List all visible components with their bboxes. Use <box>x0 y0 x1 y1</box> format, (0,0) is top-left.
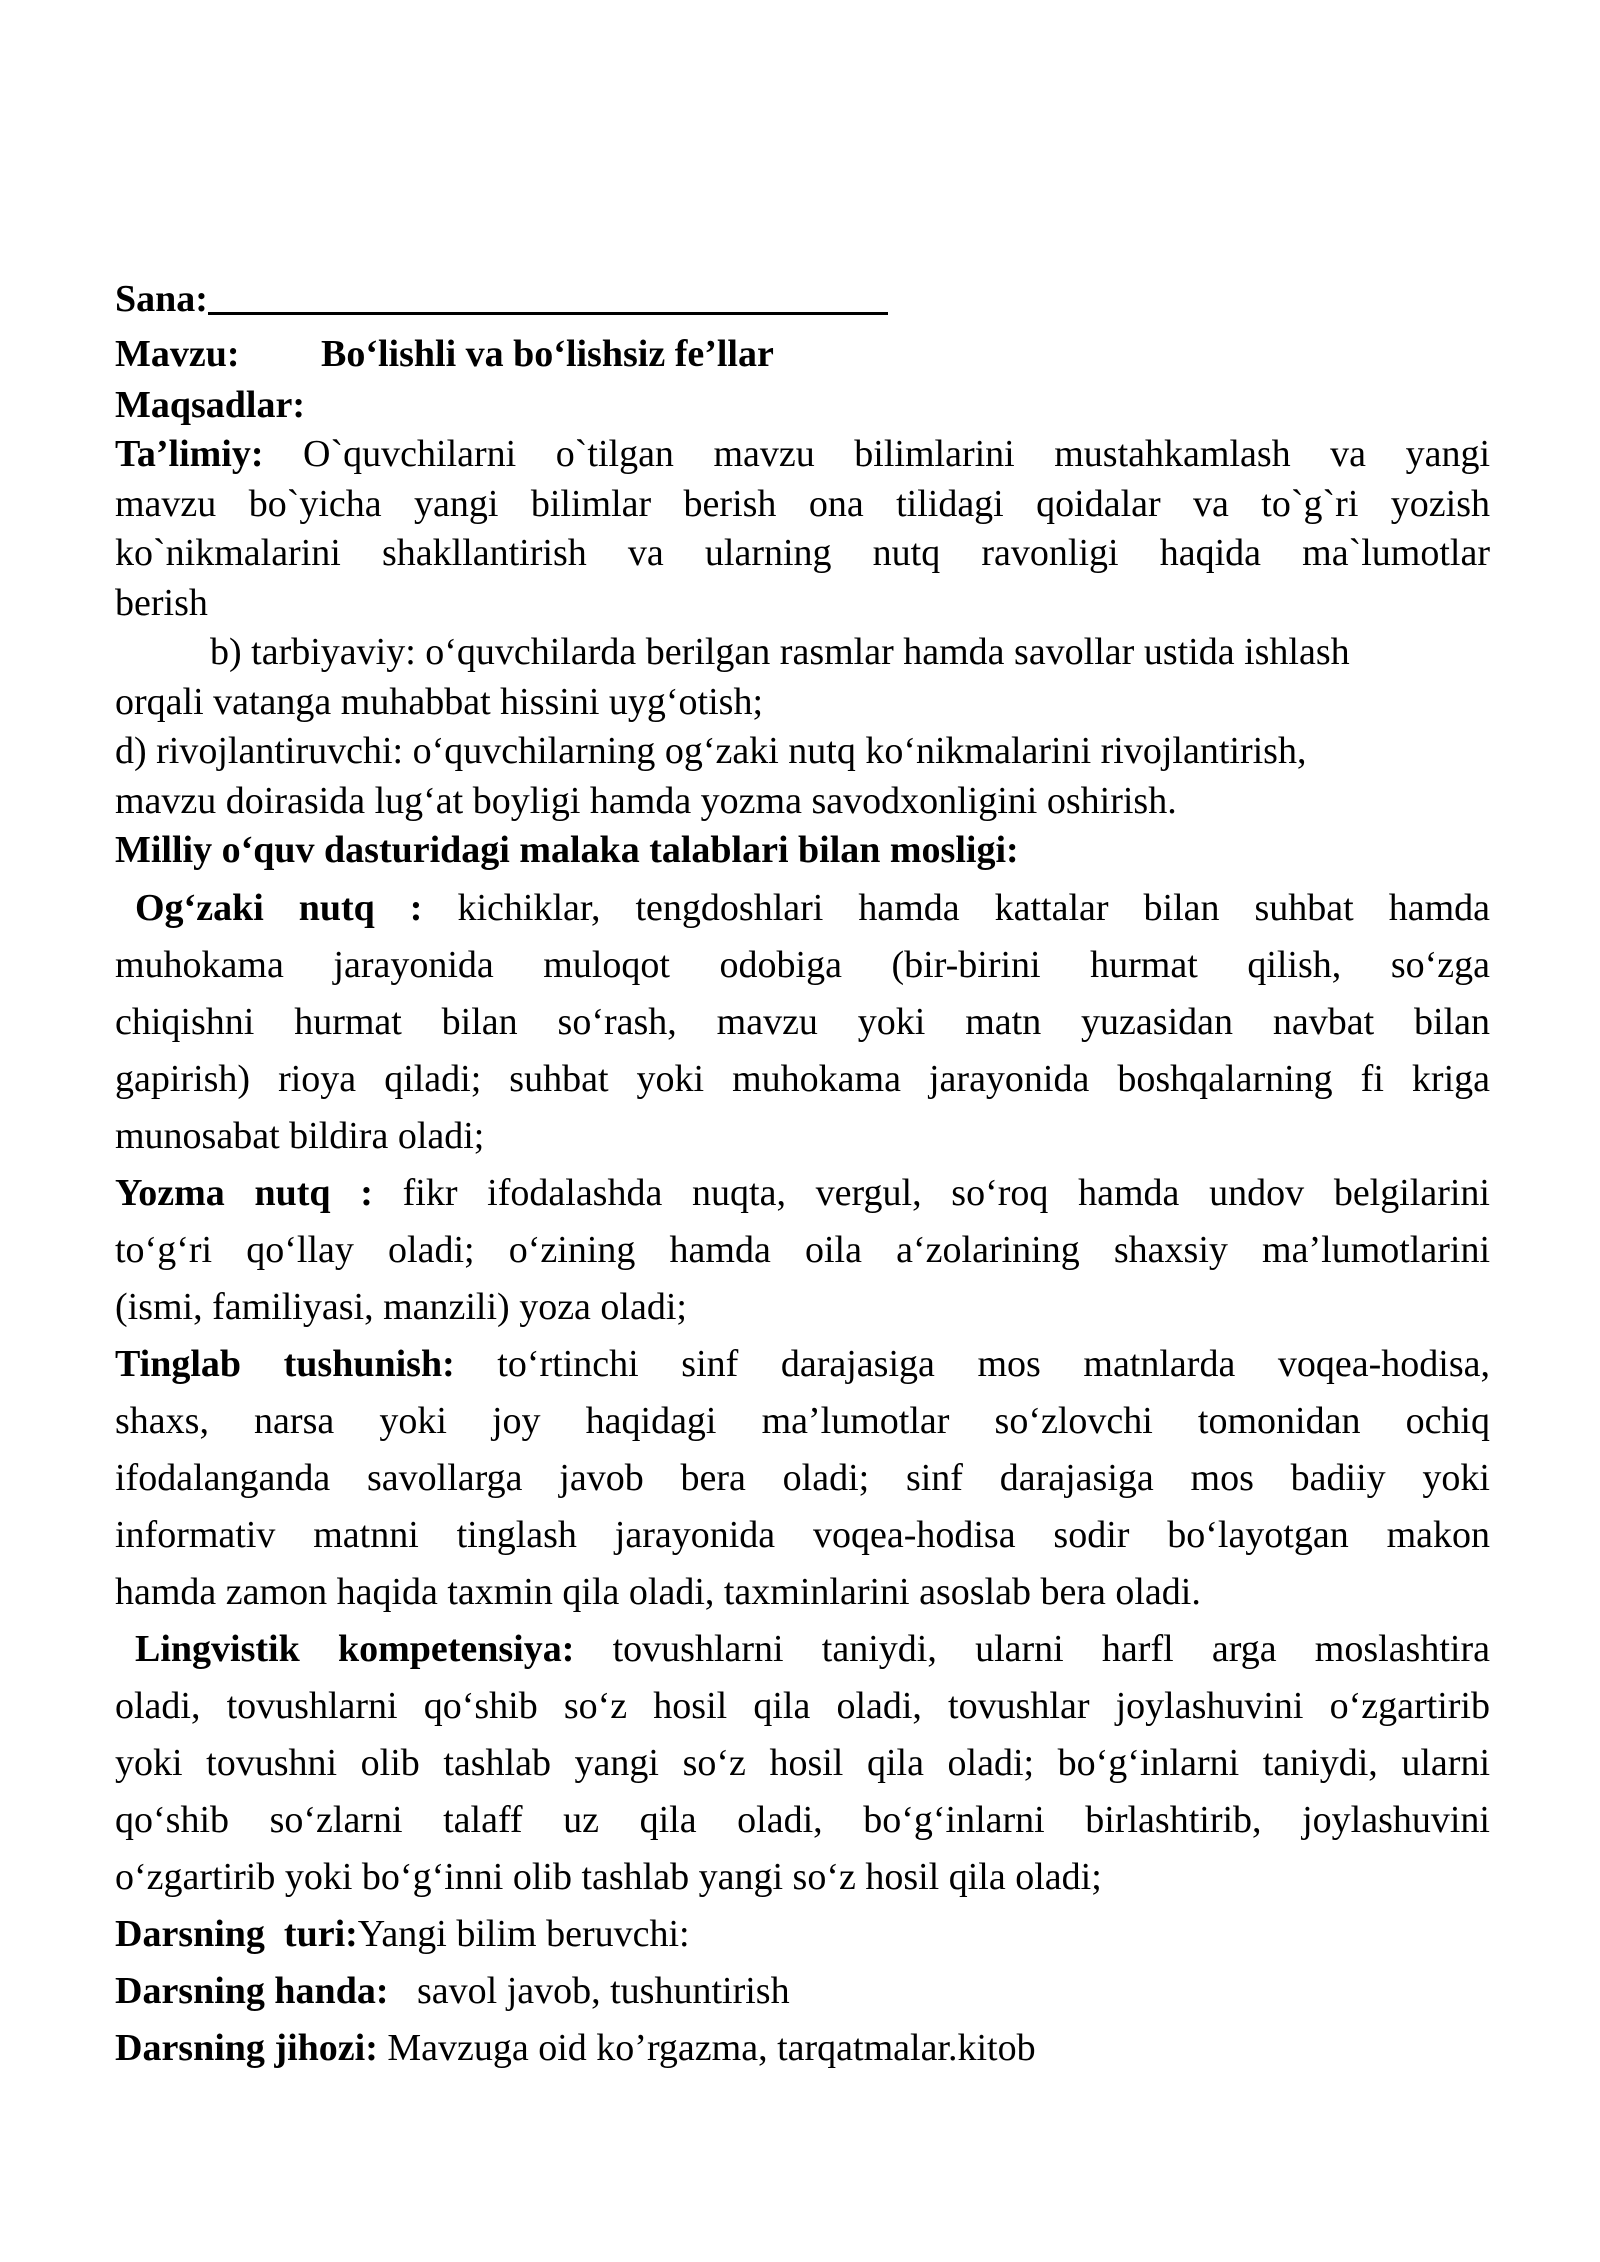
lingvistik-line-4: qo‘shib so‘zlarni talaff uz qila oladi, bo‘g‘inlarni birlashtirib, joylashuvini <box>115 1798 1490 1841</box>
tinglab-line-4: informativ matnni tinglash jarayonida voqea-hodisa sodir bo‘layotgan makon <box>115 1513 1490 1556</box>
darsning-jihozi-row <box>115 2020 1490 2077</box>
darsning-turi-label: Darsning turi: <box>115 1912 358 1955</box>
ogzaki-line-4: gapirish) rioya qiladi; suhbat yoki muhokama jarayonida boshqalarning fi kriga <box>115 1057 1490 1100</box>
yozma-line-1: Yozma nutq : fikr ifodalashda nuqta, vergul, so‘roq hamda undov belgilarini <box>115 1171 1490 1214</box>
lingvistik-label: Lingvistik kompetensiya: <box>135 1627 575 1670</box>
ogzaki-line-1: Og‘zaki nutq : kichiklar, tengdoshlari hamda kattalar bilan suhbat hamda <box>135 886 1490 929</box>
lingvistik-line-3: yoki tovushni olib tashlab yangi so‘z hosil qila oladi; bo‘g‘inlarni taniydi, ularni <box>115 1741 1490 1784</box>
yozma-section <box>115 1165 1490 1336</box>
rivojlantiruvchi-line-1: d) rivojlantiruvchi: o‘quvchilarning og‘zaki nutq ko‘nikmalarini rivojlantirish, <box>115 730 1307 772</box>
tinglab-line-3: ifodalanganda savollarga javob bera oladi; sinf darajasiga mos badiiy yoki <box>115 1456 1490 1499</box>
talimiy-line-3: ko`nikmalarini shakllantirish va ularning nutq ravonligi haqida ma`lumotlar <box>115 532 1490 574</box>
maqsadlar-heading: Maqsadlar: <box>115 384 305 426</box>
sana-label: Sana: <box>115 278 208 320</box>
mavzu-label: Mavzu: <box>115 333 240 375</box>
tinglab-line-2: shaxs, narsa yoki joy haqidagi ma’lumotlar so‘zlovchi tomonidan ochiq <box>115 1399 1490 1442</box>
tarbiyaviy-section <box>115 628 1490 727</box>
ogzaki-line-2: muhokama jarayonida muloqot odobiga (bir-birini hurmat qilish, so‘zga <box>115 943 1490 986</box>
ogzaki-line-3: chiqishni hurmat bilan so‘rash, mavzu yoki matn yuzasidan navbat bilan <box>115 1000 1490 1043</box>
talimiy-line-2: mavzu bo`yicha yangi bilimlar berish ona tilidagi qoidalar va to`g`ri yozish <box>115 482 1490 525</box>
sana-row <box>115 270 1490 328</box>
lingvistik-line-5: o‘zgartirib yoki bo‘g‘inni olib tashlab yangi so‘z hosil qila oladi; <box>115 1855 1102 1898</box>
darsning-turi-row <box>115 1906 1490 1963</box>
mavzu-row <box>115 328 1490 380</box>
tarbiyaviy-line-1: b) tarbiyaviy: o‘quvchilarda berilgan rasmlar hamda savollar ustida ishlash <box>210 631 1350 673</box>
darsning-section <box>115 1906 1490 2077</box>
sana-blank-line <box>208 272 888 315</box>
yozma-line-2: to‘g‘ri qo‘llay oladi; o‘zining hamda oila a‘zolarining shaxsiy ma’lumotlarini <box>115 1228 1490 1271</box>
yozma-label: Yozma nutq : <box>115 1171 373 1214</box>
milliy-heading: Milliy o‘quv dasturidagi malaka talablari bilan mosligi: <box>115 829 1019 871</box>
darsning-handa-value: savol javob, tushuntirish <box>388 1969 790 2012</box>
tinglab-line-5: hamda zamon haqida taxmin qila oladi, taxminlarini asoslab bera oladi. <box>115 1570 1201 1613</box>
mavzu-value: Bo‘lishli va bo‘lishsiz fe’llar <box>321 333 774 375</box>
lingvistik-line-1: Lingvistik kompetensiya: tovushlarni taniydi, ularni harfl arga moslashtira <box>135 1627 1490 1670</box>
darsning-handa-row <box>115 1963 1490 2020</box>
ogzaki-line-5: munosabat bildira oladi; <box>115 1114 485 1157</box>
tinglab-line-1: Tinglab tushunish: to‘rtinchi sinf darajasiga mos matnlarda voqea-hodisa, <box>115 1342 1490 1385</box>
talimiy-line-1: Ta’limiy: O`quvchilarni o`tilgan mavzu bilimlarini mustahkamlash va yangi <box>115 433 1491 475</box>
lingvistik-section <box>115 1621 1490 1906</box>
lingvistik-line-2: oladi, tovushlarni qo‘shib so‘z hosil qila oladi, tovushlar joylashuvini o‘zgartirib <box>115 1684 1490 1727</box>
darsning-jihozi-label: Darsning jihozi: <box>115 2026 378 2069</box>
yozma-line-3: (ismi, familiyasi, manzili) yoza oladi; <box>115 1285 687 1328</box>
talimiy-section <box>115 430 1490 628</box>
talimiy-label: Ta’limiy: <box>115 433 264 475</box>
tinglab-label: Tinglab tushunish: <box>115 1342 455 1385</box>
tarbiyaviy-line-2: orqali vatanga muhabbat hissini uyg‘otish; <box>115 680 764 723</box>
darsning-handa-label: Darsning handa: <box>115 1969 389 2012</box>
rivojlantiruvchi-section <box>115 727 1490 826</box>
lesson-plan <box>115 270 1490 2077</box>
darsning-jihozi-value: Mavzuga oid ko’rgazma, tarqatmalar.kitob <box>377 2026 1036 2069</box>
darsning-turi-value: Yangi bilim beruvchi: <box>357 1912 690 1955</box>
rivojlantiruvchi-line-2: mavzu doirasida lug‘at boyligi hamda yozma savodxonligini oshirish. <box>115 779 1177 822</box>
ogzaki-section <box>115 880 1490 1165</box>
tinglab-section <box>115 1336 1490 1621</box>
ogzaki-label: Og‘zaki nutq : <box>135 886 423 929</box>
talimiy-line-4: berish <box>115 581 208 624</box>
